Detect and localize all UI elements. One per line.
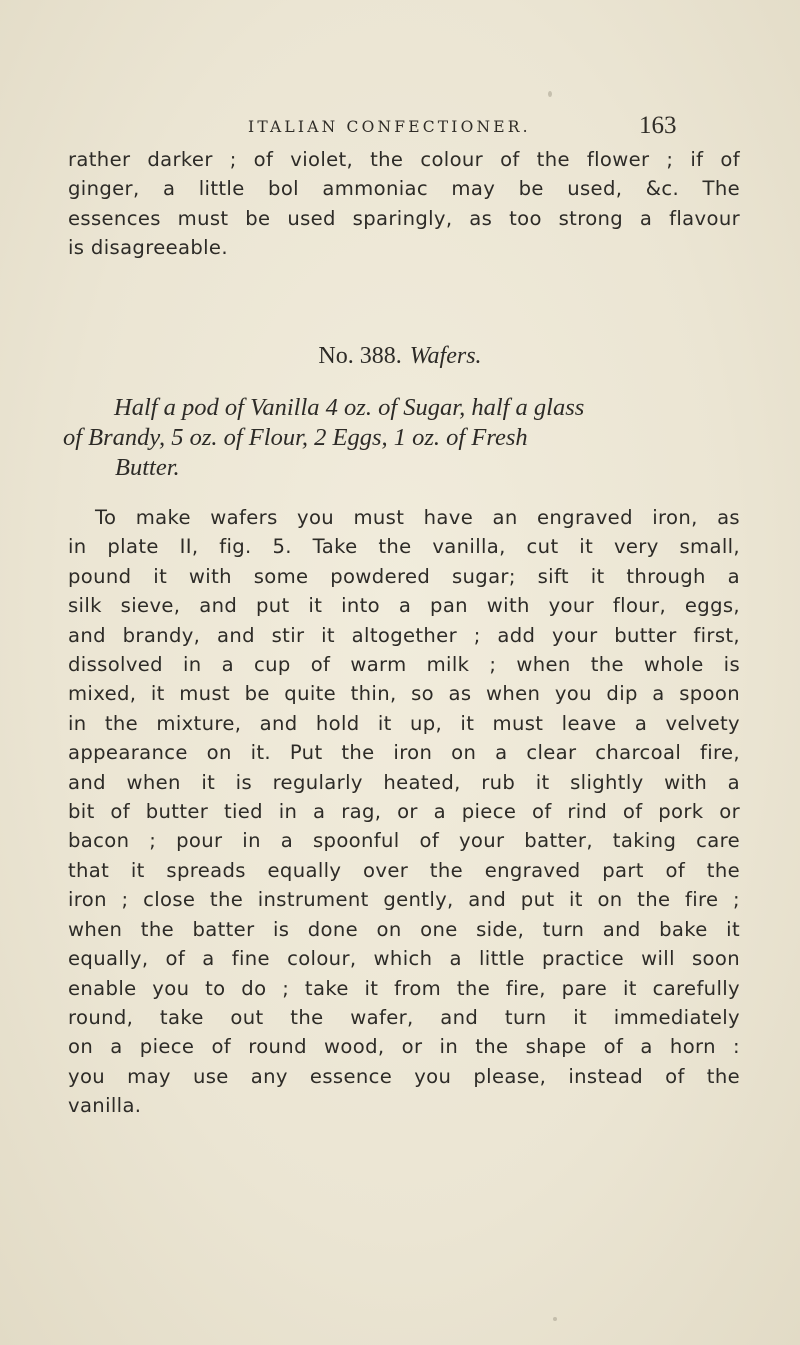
text-line: round, take out the wafer, and turn it immediately <box>68 1005 740 1029</box>
text-line: bit of butter tied in a rag, or a piece of rind of pork or <box>68 800 740 824</box>
text-line: mixed, it must be quite thin, so as when you dip a spoon <box>68 682 740 706</box>
recipe-heading <box>0 343 800 370</box>
ink-speck <box>548 91 552 97</box>
text-line: dissolved in a cup of warm milk ; when the whole is <box>68 653 740 677</box>
text-line: pound it with some powdered sugar; sift it through a <box>68 564 740 588</box>
text-line: in plate II, fig. 5. Take the vanilla, cut it very small, <box>68 535 740 559</box>
page-number: 163 <box>639 112 677 139</box>
text-line: To make wafers you must have an engraved iron, as <box>95 506 740 529</box>
method-paragraph <box>68 503 740 1121</box>
text-line: on a piece of round wood, or in the shape of a horn : <box>68 1035 740 1059</box>
running-head <box>0 112 800 142</box>
text-line: in the mixture, and hold it up, it must leave a velvety <box>68 711 740 735</box>
text-line: you may use any essence you please, instead of the <box>68 1064 740 1088</box>
recipe-number: No. 388. <box>318 343 402 369</box>
text-line: silk sieve, and put it into a pan with your flour, eggs, <box>68 594 740 618</box>
ingredients-line: Butter. <box>115 454 180 481</box>
text-line: iron ; close the instrument gently, and put it on the fire ; <box>68 888 740 912</box>
ingredients-line: of Brandy, 5 oz. of Flour, 2 Eggs, 1 oz. of Fresh <box>63 424 528 451</box>
recipe-name: Wafers. <box>409 343 482 369</box>
text-line: equally, of a fine colour, which a little practice will soon <box>68 947 740 971</box>
text-line: rather darker ; of violet, the colour of the flower ; if of <box>68 148 740 171</box>
text-line: when the batter is done on one side, turn and bake it <box>68 917 740 941</box>
text-line: vanilla. <box>68 1094 142 1118</box>
text-line: bacon ; pour in a spoonful of your batter, taking care <box>68 829 740 853</box>
text-line: ginger, a little bol ammoniac may be used, &c. The <box>68 177 740 201</box>
text-line: appearance on it. Put the iron on a clear charcoal fire, <box>68 741 740 765</box>
ingredients-list <box>63 393 738 483</box>
text-line: enable you to do ; take it from the fire, pare it carefully <box>68 976 740 1000</box>
text-line: is disagreeable. <box>68 236 228 260</box>
running-head-title: ITALIAN CONFECTIONER. <box>248 118 531 136</box>
ingredients-line: Half a pod of Vanilla 4 oz. of Sugar, half a glass <box>114 394 585 421</box>
text-line: essences must be used sparingly, as too strong a flavour <box>68 206 740 230</box>
text-line: and brandy, and stir it altogether ; add your butter first, <box>68 623 740 647</box>
intro-paragraph <box>68 145 740 263</box>
text-line: that it spreads equally over the engraved part of the <box>68 858 740 882</box>
text-line: and when it is regularly heated, rub it slightly with a <box>68 770 740 794</box>
ink-speck <box>553 1317 557 1321</box>
